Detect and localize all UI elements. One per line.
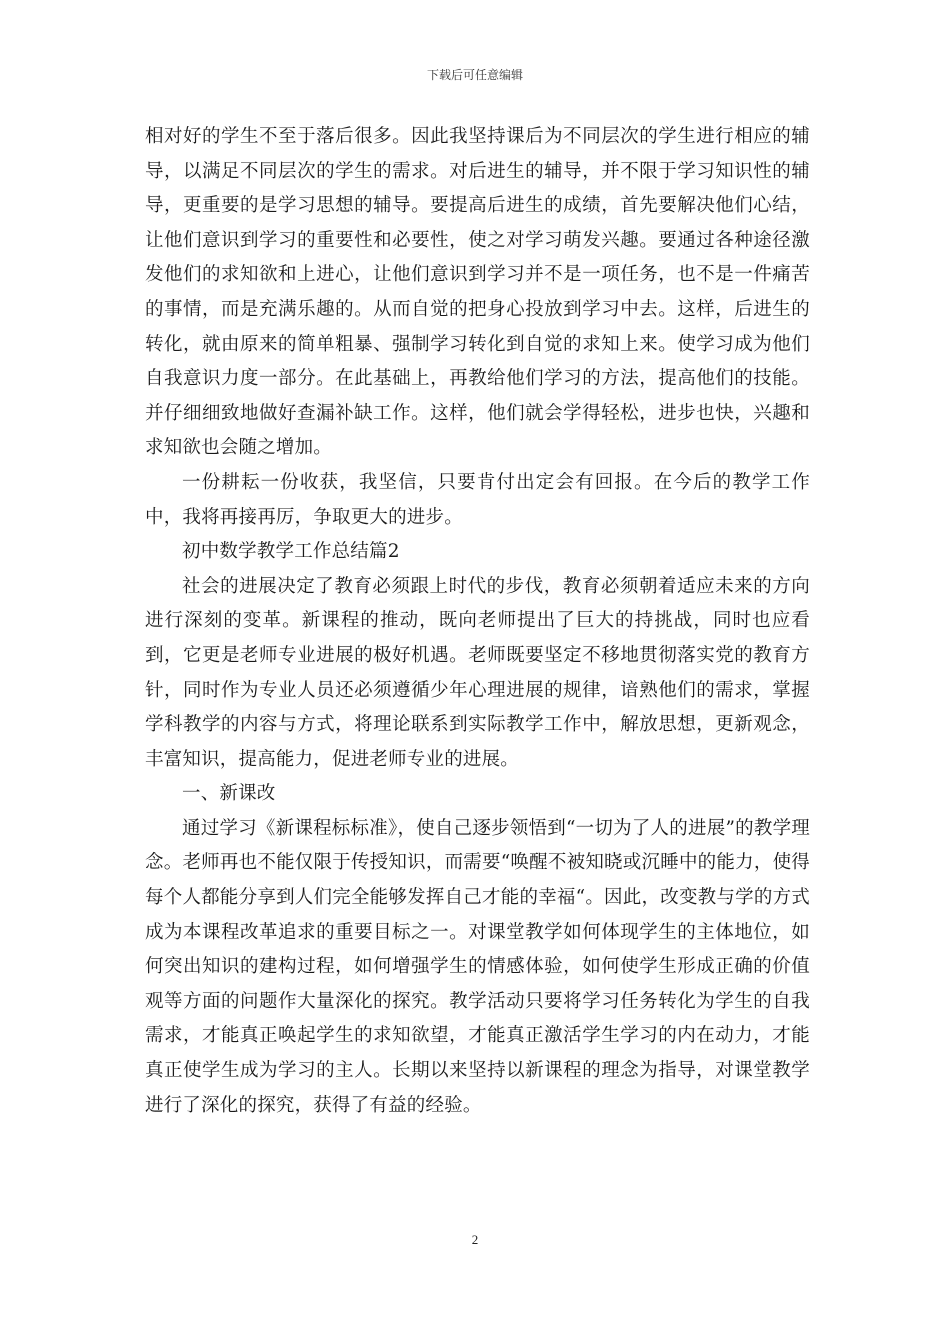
paragraph-curriculum-standard: 通过学习《新课程标标准》，使自己逐步领悟到“一切为了人的进展”的教学理念。老师再也不能仅限于传授知识，而需要“唤醒不被知晓或沉睡中的能力，使得每个人都能分享到人们完全能够发挥自己才能的幸福“。因此，改变教与学的方式成为本课程改革追求的重要目标之一。对课堂教学如何体现学生的主体地位，如何突出知识的建构过程，如何增强学生的情感体验，如何使学生形成正确的价值观等方面的问题作大量深化的探究。教学活动只要将学习任务转化为学生的自我需求，才能真正唤起学生的求知欲望，才能真正激活学生学习的内在动力，才能真正使学生成为学习的主人。长期以来坚持以新课程的理念为指导，对课堂教学进行了深化的探究，获得了有益的经验。 — [145, 817, 810, 1116]
section-title-part-2: 初中数学教学工作总结篇2 — [182, 541, 400, 563]
paragraph-social-development: 社会的进展决定了教育必须跟上时代的步伐，教育必须朝着适应未来的方向进行深刻的变革。新课程的推动，既向老师提出了巨大的持挑战，同时也应看到，它更是老师专业进展的极好机遇。老师既要坚定不移地贯彻落实党的教育方针，同时作为专业人员还必须遵循少年心理进展的规律，谙熟他们的需求，掌握学科教学的内容与方式，将理论联系到实际教学工作中，解放思想，更新观念，丰富知识，提高能力，促进老师专业的进展。 — [145, 575, 810, 770]
paragraph-harvest: 一份耕耘一份收获，我坚信，只要肯付出定会有回报。在今后的教学工作中，我将再接再厉，争取更大的进步。 — [145, 471, 810, 528]
document-body — [145, 120, 810, 1123]
paragraph-tutoring: 相对好的学生不至于落后很多。因此我坚持课后为不同层次的学生进行相应的辅导，以满足不同层次的学生的需求。对后进生的辅导，并不限于学习知识性的辅导，更重要的是学习思想的辅导。要提高后进生的成绩，首先要解决他们心结，让他们意识到学习的重要性和必要性，使之对学习萌发兴趣。要通过各种途径激发他们的求知欲和上进心，让他们意识到学习并不是一项任务，也不是一件痛苦的事情，而是充满乐趣的。从而自觉的把身心投放到学习中去。这样，后进生的转化，就由原来的简单粗暴、强制学习转化到自觉的求知上来。使学习成为他们自我意识力度一部分。在此基础上，再教给他们学习的方法，提高他们的技能。并仔细细致地做好查漏补缺工作。这样，他们就会学得轻松，进步也快，兴趣和求知欲也会随之增加。 — [145, 126, 810, 459]
page-number: 2 — [471, 1232, 479, 1247]
page-header: 下载后可任意编辑 — [426, 68, 523, 82]
heading-new-curriculum-reform: 一、新课改 — [182, 783, 276, 805]
